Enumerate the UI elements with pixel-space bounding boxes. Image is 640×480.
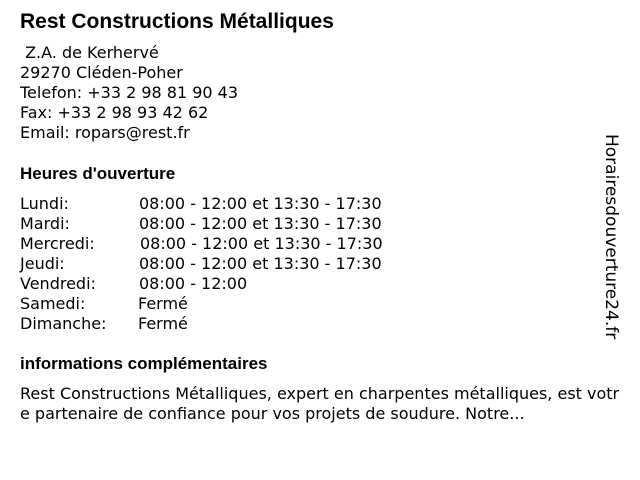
time-value: Fermé [138, 314, 188, 333]
time-value: Fermé [138, 294, 188, 313]
fax-number: Fax: +33 2 98 93 42 62 [20, 103, 209, 122]
time-value: 08:00 - 12:00 et 13:30 - 17:30 [139, 214, 382, 233]
email-address: Email: ropars@rest.fr [20, 123, 190, 142]
day-label: Samedi: [20, 294, 86, 313]
day-label: Lundi: [20, 194, 69, 213]
business-description: Rest Constructions Métalliques, expert en charpentes métalliques, est votre partenaire de confiance pour vos projets de soudure. Notre... [20, 384, 620, 423]
day-label: Mercredi: [20, 234, 95, 253]
address-city: 29270 Cléden-Poher [20, 63, 183, 82]
time-value: 08:00 - 12:00 [139, 274, 248, 293]
contact-block [20, 43, 238, 143]
site-watermark [601, 134, 634, 354]
day-label: Mardi: [20, 214, 70, 233]
address-street: Z.A. de Kerhervé [20, 43, 159, 62]
day-label: Jeudi: [20, 254, 65, 273]
time-value: 08:00 - 12:00 et 13:30 - 17:30 [139, 194, 382, 213]
additional-info-heading: informations complémentaires [20, 354, 268, 373]
business-name: Rest Constructions Métalliques [20, 10, 334, 33]
phone-number: Telefon: +33 2 98 81 90 43 [20, 83, 239, 102]
opening-hours-heading: Heures d'ouverture [20, 164, 176, 183]
day-label: Dimanche: [20, 314, 107, 333]
watermark-text: Horairesdouverture24.fr [601, 134, 621, 340]
time-value: 08:00 - 12:00 et 13:30 - 17:30 [140, 234, 383, 253]
day-label: Vendredi: [20, 274, 96, 293]
time-value: 08:00 - 12:00 et 13:30 - 17:30 [139, 254, 382, 273]
